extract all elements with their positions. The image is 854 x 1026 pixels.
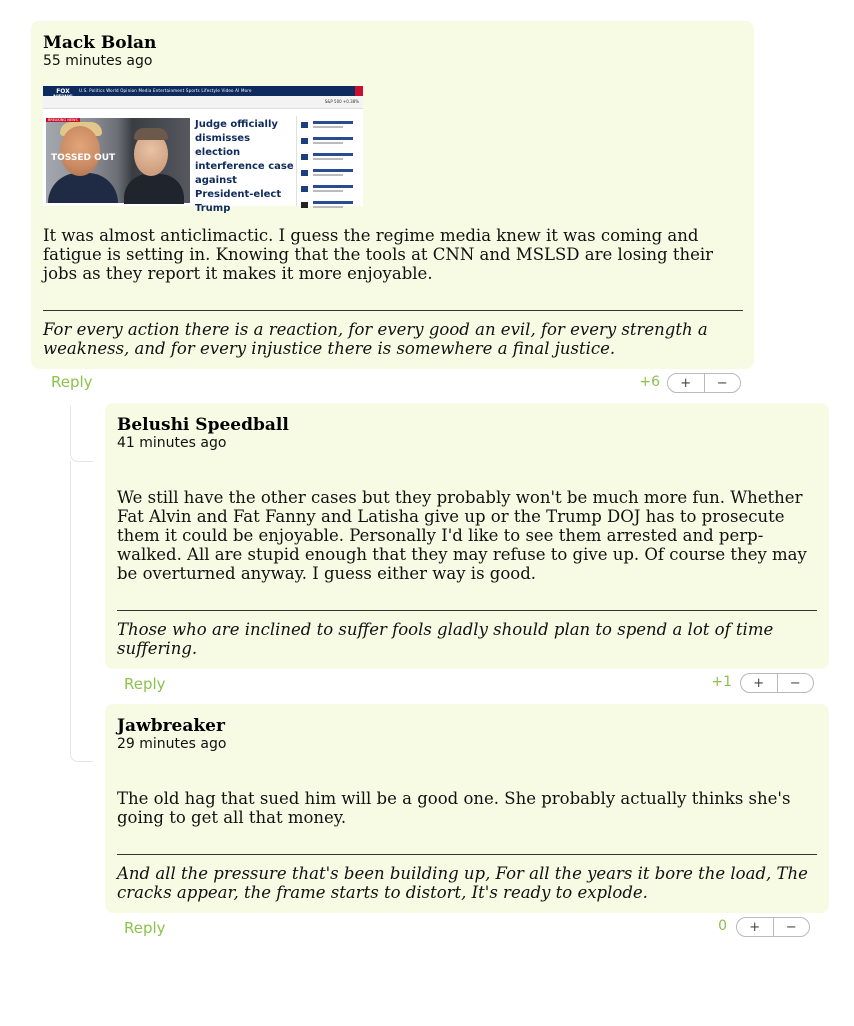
comment-timestamp[interactable]: 55 minutes ago: [43, 53, 153, 69]
breaking-news-tag: BREAKING NEWS: [48, 118, 78, 122]
comment-author[interactable]: Belushi Speedball: [117, 415, 289, 435]
signature-divider: [117, 610, 817, 611]
vote-buttons: [740, 673, 814, 693]
upvote-button[interactable]: +: [753, 675, 765, 691]
embed-ticker-bar: [43, 96, 363, 109]
embed-sidebar: [296, 116, 364, 206]
signature-divider: [43, 310, 743, 311]
vote-score: +1: [711, 674, 732, 690]
person-right: [124, 174, 184, 204]
comment-body: It was almost anticlimactic. I guess the regime media knew it was coming and fatigue is setting in. Knowing that the tools at CNN and MSLSD are losing their jobs as they report it makes it more enjoyable.: [43, 226, 714, 283]
vote-score: +6: [639, 374, 660, 390]
embed-ticker-text: S&P 500 +0.38%: [324, 99, 359, 104]
upvote-button[interactable]: +: [680, 375, 692, 391]
person-right-hair: [134, 128, 168, 140]
upvote-button[interactable]: +: [749, 919, 761, 935]
comment-timestamp[interactable]: 41 minutes ago: [117, 435, 227, 451]
comment-signature: For every action there is a reaction, for every good an evil, for every strength a weakness, and for every injustice there is somewhere a final justice.: [43, 320, 708, 358]
embedded-screenshot[interactable]: [43, 86, 363, 214]
photo-caption: TOSSED OUT: [51, 153, 116, 163]
downvote-button[interactable]: −: [777, 674, 814, 692]
comment-body: The old hag that sued him will be a good one. She probably actually thinks she's going to get all that money.: [117, 789, 791, 827]
downvote-button[interactable]: −: [704, 374, 741, 392]
comment-timestamp[interactable]: 29 minutes ago: [117, 736, 227, 752]
reply-button[interactable]: Reply: [124, 675, 166, 693]
comment-author[interactable]: Jawbreaker: [117, 716, 225, 736]
embed-nav-accent: [355, 86, 363, 96]
person-left: [48, 173, 118, 203]
news-headline: Judge officially dismisses election interference case against President-elect Trump: [195, 119, 294, 214]
vote-buttons: [736, 917, 810, 937]
thread-line: [70, 461, 93, 762]
thread-line: [70, 406, 93, 462]
signature-divider: [117, 854, 817, 855]
fox-news-logo: FOX: [52, 87, 74, 107]
downvote-button[interactable]: −: [773, 918, 810, 936]
comment-signature: Those who are inclined to suffer fools gladly should plan to spend a lot of time suffering.: [117, 620, 774, 658]
comment-signature: And all the pressure that's been building up, For all the years it bore the load, The cracks appear, the frame starts to distort, It's ready to explode.: [117, 864, 808, 902]
person-left-face: [60, 126, 100, 176]
reply-button[interactable]: Reply: [124, 919, 166, 937]
embed-nav-links: U.S. Politics World Opinion Media Entertainment Sports Lifestyle Video AI More: [79, 88, 252, 93]
vote-score: 0: [718, 918, 727, 934]
vote-buttons: [667, 373, 741, 393]
comment-author[interactable]: Mack Bolan: [43, 33, 157, 53]
comment-body: We still have the other cases but they probably won't be much more fun. Whether Fat Alvin and Fat Fanny and Latisha give up or the Trump DOJ has to prosecute them it could be enjoyable. Personally I'd like to see them arrested and perp-walked. All are stupid enough that they may refuse to give up. Of course they may be overturned anyway. I guess either way is good.: [117, 488, 807, 583]
reply-button[interactable]: Reply: [51, 373, 93, 391]
